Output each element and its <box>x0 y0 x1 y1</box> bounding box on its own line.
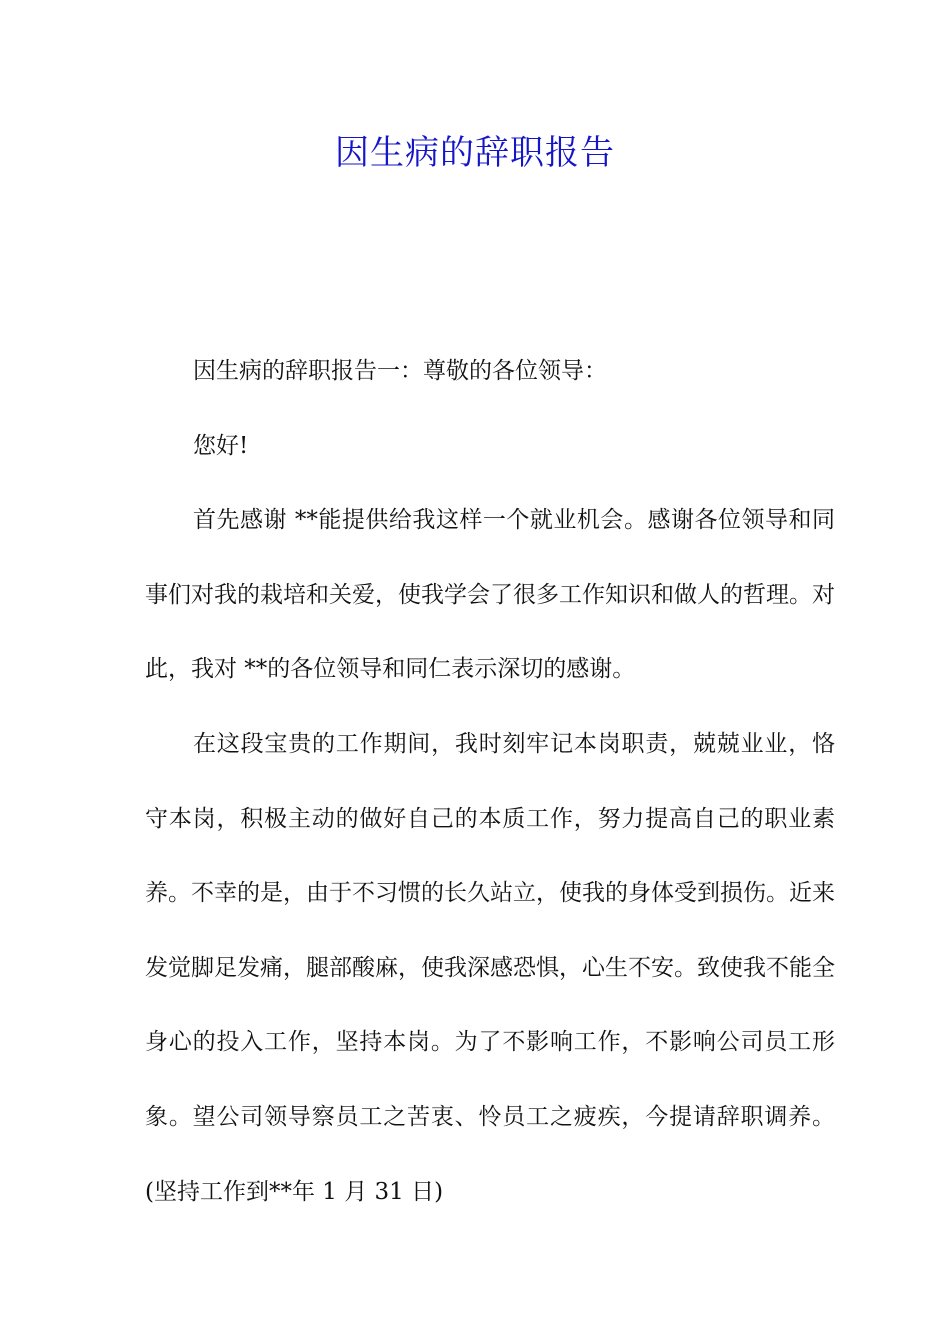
document-title: 因生病的辞职报告 <box>335 133 615 173</box>
greeting-paragraph: 您好! <box>193 432 249 459</box>
reason-paragraph: 在这段宝贵的工作期间，我时刻牢记本岗职责，兢兢业业，恪守本岗，积极主动的做好自己的本质工作，努力提高自己的职业素养。不幸的是，由于不习惯的长久站立，使我的身体受到损伤。近来发觉脚足发痛，腿部酸麻，使我深感恐惧，心生不安。致使我不能全身心的投入工作，坚持本岗。为了不影响工作，不影响公司员工形象。望公司领导察员工之苦衷、怜员工之疲疾，今提请辞职调养。(坚持工作到**年 1 月 31 日) <box>145 730 835 1205</box>
document-body <box>145 334 835 1229</box>
salutation-paragraph: 因生病的辞职报告一：尊敬的各位领导： <box>193 358 607 384</box>
thanks-paragraph: 首先感谢 **能提供给我这样一个就业机会。感谢各位领导和同事们对我的栽培和关爱，使我学会了很多工作知识和做人的哲理。对此，我对 **的各位领导和同仁表示深切的感谢。 <box>145 507 835 683</box>
